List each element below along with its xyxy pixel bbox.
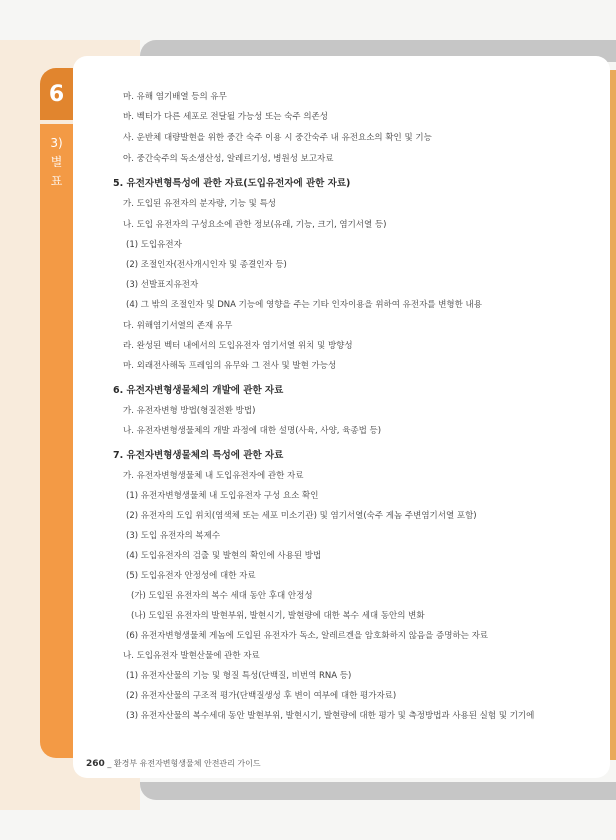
page-footer (86, 758, 261, 769)
list-item: 나. 도입 유전자의 구성요소에 관한 정보(유래, 기능, 크기, 염기서열 등) (123, 220, 387, 230)
list-item: 라. 완성된 벡터 내에서의 도입유전자 염기서열 위치 및 방향성 (123, 341, 353, 351)
list-item: (가) 도입된 유전자의 복수 세대 동안 후대 안정성 (131, 591, 313, 601)
chapter-number: 6 (48, 81, 65, 107)
list-item: 가. 유전자변형 방법(형질전환 방법) (123, 406, 256, 416)
list-item: (1) 유전자변형생물체 내 도입유전자 구성 요소 확인 (126, 491, 319, 501)
section-char-1: 별 (50, 155, 63, 169)
list-item: 다. 위해염기서열의 존재 유무 (123, 321, 233, 331)
chapter-tab (40, 68, 73, 120)
list-item: (3) 도입 유전자의 복제수 (126, 531, 221, 541)
section-tab (40, 124, 73, 758)
page-number: 260 (86, 759, 105, 769)
list-item: (1) 유전자산물의 기능 및 형질 특성(단백질, 비번역 RNA 등) (126, 671, 352, 681)
list-item: (1) 도입유전자 (126, 240, 182, 250)
section-number: 3) (50, 136, 63, 150)
list-item: 마. 유해 염기배열 등의 유무 (123, 92, 227, 102)
list-item: (5) 도입유전자 안정성에 대한 자료 (126, 571, 256, 581)
list-item: 나. 유전자변형생물체의 개발 과정에 대한 설명(사육, 사양, 육종법 등) (123, 426, 382, 436)
list-item: (나) 도입된 유전자의 발현부위, 발현시기, 발현량에 대한 복수 세대 동안의 변화 (131, 611, 425, 621)
list-item: (2) 유전자산물의 구조적 평가(단백질생성 후 변이 여부에 대한 평가자료) (126, 691, 397, 701)
list-item: (3) 유전자산물의 복수세대 동안 발현부위, 발현시기, 발현량에 대한 평가 및 측정방법과 사용된 실험 및 기기에 (126, 711, 535, 721)
list-item: (3) 선발표지유전자 (126, 280, 199, 290)
list-item: 아. 중간숙주의 독소생산성, 알레르기성, 병원성 보고자료 (123, 154, 334, 164)
list-item: 사. 운반체 대량발현을 위한 중간 숙주 이용 시 중간숙주 내 유전요소의 확인 및 기능 (123, 133, 432, 143)
list-item: 마. 외래전사해독 프레임의 유무와 그 전사 및 발현 가능성 (123, 361, 337, 371)
section-heading: 7. 유전자변형생물체의 특성에 관한 자료 (113, 450, 284, 461)
footer-title: _ 환경부 유전자변형생물체 안전관리 가이드 (107, 759, 261, 768)
section-char-2: 표 (50, 174, 63, 188)
list-item: (6) 유전자변형생물체 게놈에 도입된 유전자가 독소, 알레르겐을 암호화하지 않음을 증명하는 자료 (126, 631, 488, 641)
list-item: 가. 유전자변형생물체 내 도입유전자에 관한 자료 (123, 471, 304, 481)
list-item: (4) 그 밖의 조절인자 및 DNA 기능에 영향을 주는 기타 인자이용을 위하여 유전자를 변형한 내용 (126, 300, 482, 310)
list-item: (2) 조절인자(전사개시인자 및 종결인자 등) (126, 260, 287, 270)
list-item: 가. 도입된 유전자의 분자량, 기능 및 특성 (123, 199, 276, 209)
section-heading: 6. 유전자변형생물체의 개발에 관한 자료 (113, 385, 284, 396)
list-item: 바. 벡터가 다른 세포로 전달될 가능성 또는 숙주 의존성 (123, 112, 328, 122)
bottom-gray-band (140, 782, 616, 800)
list-item: 나. 도입유전자 발현산물에 관한 자료 (123, 651, 260, 661)
list-item: (2) 유전자의 도입 위치(염색체 또는 세포 미소기관) 및 염기서열(숙주 게놈 주변염기서열 포함) (126, 511, 477, 521)
section-heading: 5. 유전자변형특성에 관한 자료(도입유전자에 관한 자료) (113, 178, 351, 189)
list-item: (4) 도입유전자의 검출 및 발현의 확인에 사용된 방법 (126, 551, 322, 561)
